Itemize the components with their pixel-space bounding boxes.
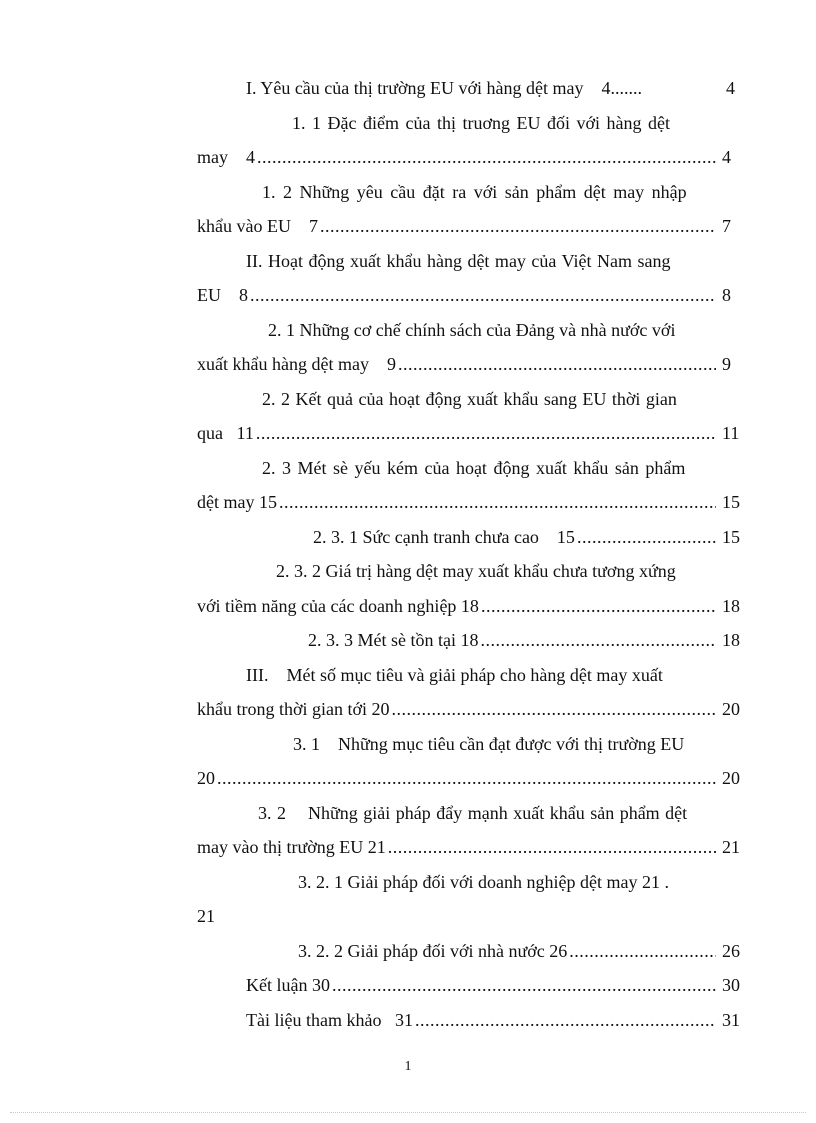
toc-entry-title-cont: may vào thị trường EU 21	[197, 837, 386, 857]
toc-entry-doanh-nghiep-cont[interactable]	[197, 904, 297, 928]
toc-entry-title-cont: dệt may 15	[197, 492, 277, 512]
toc-entry-gia-tri-cont[interactable]	[197, 594, 740, 618]
toc-entry-muc-tieu-giai-phap-cont[interactable]	[197, 697, 740, 721]
toc-entry-co-che[interactable]	[268, 318, 738, 342]
toc-page-number: 20	[722, 768, 740, 788]
toc-entry-dac-diem-cont[interactable]	[197, 145, 740, 169]
toc-page-number: 18	[722, 630, 740, 650]
toc-page-number: 21	[722, 837, 740, 857]
toc-entry-title-cont: EU 8	[197, 285, 248, 305]
toc-leader-dots	[257, 145, 716, 169]
toc-entry-gia-tri[interactable]	[276, 559, 738, 583]
toc-entry-title-cont: xuất khẩu hàng dệt may 9	[197, 354, 396, 374]
toc-page-number: 9	[722, 354, 731, 374]
toc-entry-title: 3. 2. 1 Giải pháp đối với doanh nghiệp dệt may 21 .	[298, 872, 669, 892]
toc-entry-co-che-cont[interactable]	[197, 352, 740, 376]
toc-page-number: 30	[722, 975, 740, 995]
toc-entry-title: II. Hoạt động xuất khẩu hàng dệt may của Việt Nam sang	[246, 251, 671, 271]
toc-entry-canh-tranh[interactable]	[313, 525, 740, 549]
toc-entry-muc-tieu-can-dat-cont[interactable]	[197, 766, 740, 790]
toc-leader-dots	[250, 283, 716, 307]
toc-page-number: 4	[726, 78, 735, 98]
toc-entry-title-cont: qua 11	[197, 423, 254, 443]
toc-leader-dots	[577, 525, 716, 549]
toc-leader-dots	[392, 697, 716, 721]
toc-leader-dots	[320, 214, 716, 238]
toc-leader-dots	[332, 973, 716, 997]
toc-entry-yeu-cau-dat-ra[interactable]	[262, 180, 738, 204]
toc-leader-dots	[415, 1008, 716, 1032]
toc-entry-title: 2. 3. 1 Sức cạnh tranh chưa cao 15	[313, 527, 575, 547]
toc-page-number: 20	[722, 699, 740, 719]
toc-page-number: 8	[722, 285, 731, 305]
toc-entry-title: III. Mét số mục tiêu và giải pháp cho hàng dệt may xuất	[246, 665, 663, 685]
toc-entry-dac-diem[interactable]	[292, 111, 738, 135]
toc-page-number: 15	[722, 527, 740, 547]
toc-page-number: 31	[722, 1010, 740, 1030]
toc-entry-title: 1. 2 Những yêu cầu đặt ra với sản phẩm dệt may nhập	[262, 182, 687, 202]
toc-entry-day-manh[interactable]	[258, 801, 738, 825]
toc-entry-title: I. Yêu cầu của thị trường EU với hàng dệt may 4.......	[246, 78, 643, 98]
toc-entry-title-cont: 20	[197, 768, 215, 788]
toc-leader-dots	[256, 421, 716, 445]
toc-entry-title-cont: với tiềm năng của các doanh nghiệp 18	[197, 596, 479, 616]
toc-page-number: 15	[722, 492, 740, 512]
toc-entry-tai-lieu[interactable]	[246, 1008, 740, 1032]
toc-page-number: 4	[722, 147, 731, 167]
toc-entry-ket-qua[interactable]	[262, 387, 738, 411]
toc-entry-ket-qua-cont[interactable]	[197, 421, 740, 445]
toc-leader-dots	[217, 766, 716, 790]
toc-entry-title: 3. 2 Những giải pháp đẩy mạnh xuất khẩu sản phẩm dệt	[258, 803, 688, 823]
toc-entry-yeu-kem-cont[interactable]	[197, 490, 740, 514]
toc-entry-title: Tài liệu tham khảo 31	[246, 1010, 413, 1030]
toc-page-number: 18	[722, 596, 740, 616]
toc-leader-dots	[388, 835, 716, 859]
toc-leader-dots	[481, 594, 716, 618]
toc-entry-title: 3. 1 Những mục tiêu cần đạt được với thị trường EU	[293, 734, 685, 754]
toc-entry-title-cont: may 4	[197, 147, 255, 167]
toc-entry-title: 2. 3. 2 Giá trị hàng dệt may xuất khẩu chưa tương xứng	[276, 561, 676, 581]
toc-entry-yeu-cau-dat-ra-cont[interactable]	[197, 214, 740, 238]
toc-entry-title: 3. 2. 2 Giải pháp đối với nhà nước 26	[298, 941, 568, 961]
toc-leader-dots	[398, 352, 716, 376]
toc-entry-title-cont: khẩu vào EU 7	[197, 216, 318, 236]
toc-entry-ket-luan[interactable]	[246, 973, 740, 997]
toc-page-number: 7	[722, 216, 731, 236]
page-bottom-border	[10, 1112, 806, 1114]
toc-entry-title: 2. 1 Những cơ chế chính sách của Đảng và nhà nước với	[268, 320, 676, 340]
toc-entry-yeu-cau[interactable]	[246, 76, 740, 100]
toc-entry-title: Kết luận 30	[246, 975, 330, 995]
page-number-footer: 1	[404, 1059, 412, 1074]
toc-entry-yeu-kem[interactable]	[262, 456, 738, 480]
toc-entry-title-cont: khẩu trong thời gian tới 20	[197, 699, 390, 719]
toc-entry-nha-nuoc[interactable]	[298, 939, 740, 963]
toc-entry-ton-tai[interactable]	[308, 628, 740, 652]
toc-entry-title: 2. 3. 3 Mét sè tồn tại 18	[308, 630, 479, 650]
toc-entry-hoat-dong[interactable]	[246, 249, 738, 273]
toc-entry-day-manh-cont[interactable]	[197, 835, 740, 859]
toc-leader-dots	[569, 939, 716, 963]
toc-leader-dots	[480, 628, 716, 652]
toc-entry-hoat-dong-cont[interactable]	[197, 283, 740, 307]
toc-entry-muc-tieu-can-dat[interactable]	[293, 732, 738, 756]
toc-entry-doanh-nghiep[interactable]	[298, 870, 738, 894]
toc-entry-title: 1. 1 Đặc điểm của thị truơng EU đối với hàng dệt	[292, 113, 670, 133]
toc-page-number: 26	[722, 941, 740, 961]
toc-page-number: 21	[197, 906, 215, 926]
toc-entry-title: 2. 3 Mét sè yếu kém của hoạt động xuất khẩu sản phẩm	[262, 458, 686, 478]
toc-entry-title: 2. 2 Kết quả của hoạt động xuất khẩu sang EU thời gian	[262, 389, 677, 409]
toc-leader-dots	[279, 490, 716, 514]
toc-page-number: 11	[722, 423, 740, 443]
toc-entry-muc-tieu-giai-phap[interactable]	[246, 663, 738, 687]
